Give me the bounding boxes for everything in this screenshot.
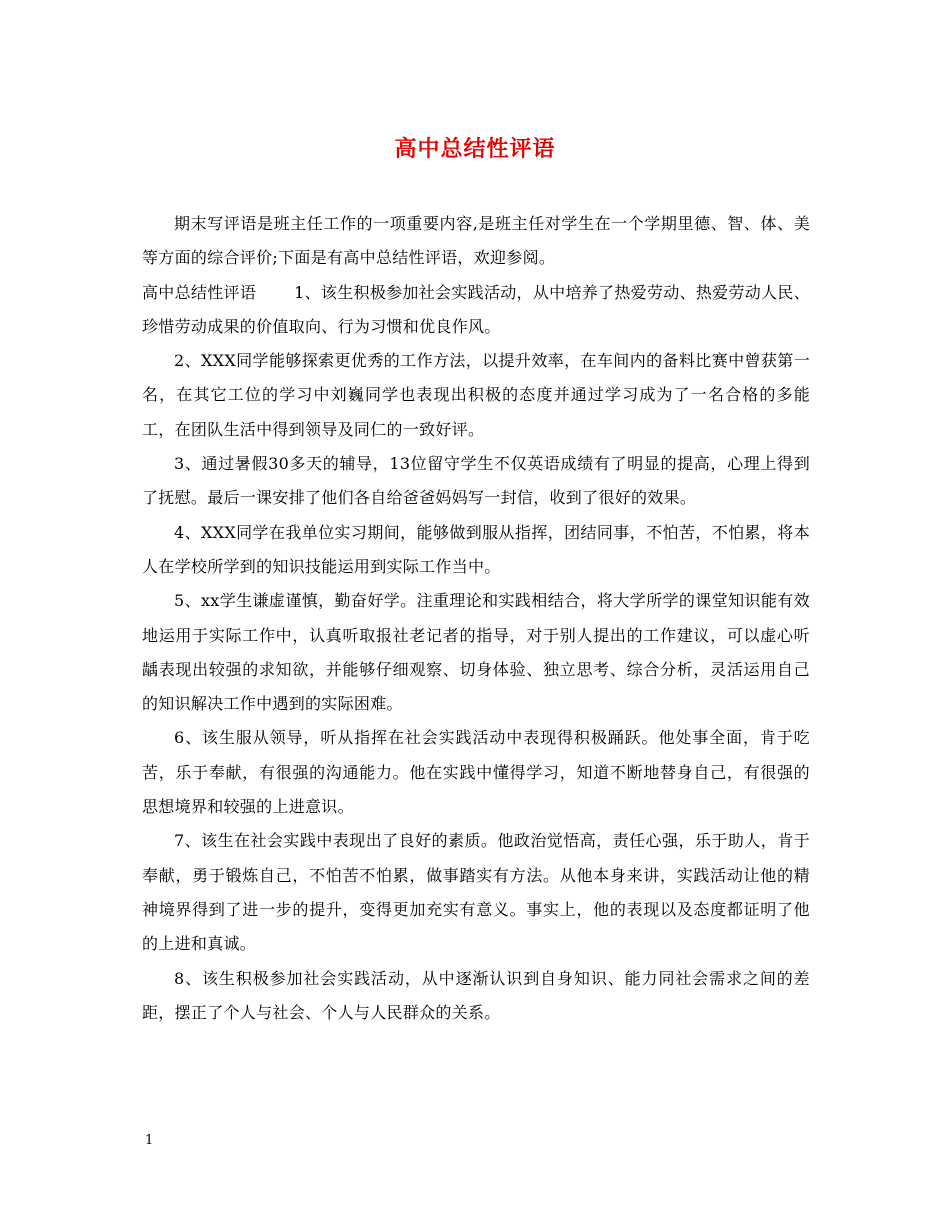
section-label: 高中总结性评语	[142, 282, 257, 302]
intro-paragraph: 期末写评语是班主任工作的一项重要内容,是班主任对学生在一个学期里德、智、体、美等方面的综合评价;下面是有高中总结性评语，欢迎参阅。	[142, 214, 810, 268]
page-number: 1	[145, 1133, 154, 1148]
item-6: 6、该生服从领导，听从指挥在社会实践活动中表现得积极踊跃。他处事全面，肯于吃苦，乐于奉献，有很强的沟通能力。他在实践中懂得学习，知道不断地替身自己，有很强的思想境界和较强的上进意识。	[142, 728, 810, 817]
item-2: 2、XXX同学能够探索更优秀的工作方法，以提升效率，在车间内的备料比赛中曾获第一名，在其它工位的学习中刘巍同学也表现出积极的态度并通过学习成为了一名合格的多能工，在团队生活中得到领导及同仁的一致好评。	[142, 351, 810, 439]
item-4: 4、XXX同学在我单位实习期间，能够做到服从指挥，团结同事，不怕苦，不怕累，将本人在学校所学到的知识技能运用到实际工作当中。	[142, 522, 810, 576]
section-paragraph	[142, 276, 810, 345]
item-3: 3、通过暑假30多天的辅导，13位留守学生不仅英语成绩有了明显的提高，心理上得到了抚慰。最后一课安排了他们各自给爸爸妈妈写一封信，收到了很好的效果。	[142, 454, 810, 508]
document-body	[142, 207, 810, 1030]
item-7: 7、该生在社会实践中表现出了良好的素质。他政治觉悟高，责任心强，乐于助人，肯于奉献，勇于锻炼自己，不怕苦不怕累，做事踏实有方法。从他本身来讲，实践活动让他的精神境界得到了进一步的提升，变得更加充实有意义。事实上，他的表现以及态度都证明了他的上进和真诚。	[142, 831, 810, 954]
item-5: 5、xx学生谦虚谨慎，勤奋好学。注重理论和实践相结合，将大学所学的课堂知识能有效地运用于实际工作中，认真听取报社老记者的指导，对于别人提出的工作建议，可以虚心听龋表现出较强的求知欲，并能够仔细观察、切身体验、独立思考、综合分析，灵活运用自己的知识解决工作中遇到的实际困难。	[142, 591, 810, 714]
item-1: 1、该生积极参加社会实践活动，从中培养了热爱劳动、热爱劳动人民、珍惜劳动成果的价值取向、行为习惯和优良作风。	[142, 282, 810, 336]
item-8: 8、该生积极参加社会实践活动，从中逐渐认识到自身知识、能力同社会需求之间的差距，摆正了个人与社会、个人与人民群众的关系。	[142, 968, 810, 1022]
document-title: 高中总结性评语	[394, 136, 556, 162]
